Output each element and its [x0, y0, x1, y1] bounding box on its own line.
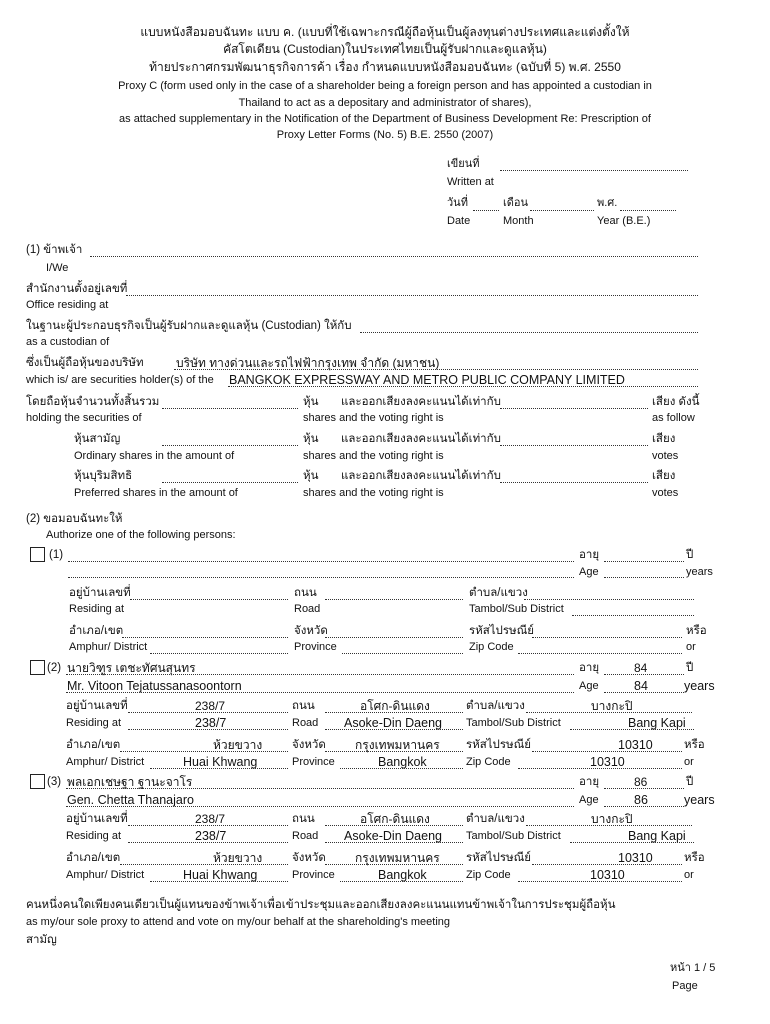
proxy-3-tambol-th-line: [526, 825, 692, 826]
proxy-2-year-label-en: years: [684, 679, 715, 693]
year-label-en: Year (B.E.): [597, 215, 651, 227]
proxy-1-or-label-th: หรือ: [686, 625, 707, 637]
ordinary-unit-en: shares and the voting right is: [303, 450, 444, 462]
proxy-2-zip-th: 10310: [618, 738, 653, 752]
proxy-3-age-label-th: อายุ: [579, 776, 600, 788]
proxy-1-residing-label-en: Residing at: [69, 603, 125, 615]
preferred-votes-field[interactable]: [500, 482, 648, 483]
total-shares-label-en: holding the securities of: [26, 412, 142, 424]
proxy-3-tambol-en-line: [570, 842, 694, 843]
authorize-label-en: Authorize one of the following persons:: [46, 529, 236, 541]
proxy-1-age-en-field[interactable]: [604, 577, 684, 578]
ordinary-unit-th: หุ้น: [303, 433, 319, 445]
proxy-2-or-label-th: หรือ: [684, 739, 705, 751]
proxy-2-zip-th-line: [532, 751, 682, 752]
title-english-line-3: as attached supplementary in the Notification of the Department of Business Development Re: Prescription of: [119, 113, 651, 125]
proxy-2-province-en-line: [340, 768, 463, 769]
proxy-3-zip-en: 10310: [590, 868, 625, 882]
date-label-en: Date: [447, 215, 471, 227]
proxy-2-name-th-line: [66, 674, 574, 675]
proxy-2-or-label-en: or: [684, 756, 694, 768]
proxy-1-province-field[interactable]: [325, 637, 463, 638]
proxy-3-name-en-line: [66, 806, 574, 807]
proxy-2-year-label-th: ปี: [686, 662, 694, 674]
proxy-3-amphur-en: Huai Khwang: [183, 868, 258, 882]
office-field[interactable]: [126, 295, 698, 296]
proxy-3-amphur-th: ห้วยขวาง: [213, 851, 263, 865]
total-shares-field[interactable]: [162, 408, 298, 409]
proxy-2-age-th: 84: [634, 661, 648, 675]
proxy-2-province-label-en: Province: [292, 756, 335, 768]
title-thai-line-2: คัสโตเดียน (Custodian)ในประเทศไทยเป็นผู้รับฝากและดูแลหุ้น): [223, 42, 547, 56]
authorize-label-th: (2) ขอมอบฉันทะให้: [26, 513, 123, 525]
page-label-en: Page: [672, 980, 698, 992]
company-underline-en: [228, 386, 698, 387]
proxy-2-residing-th-line: [128, 712, 288, 713]
ordinary-vote-label-th: และออกเสียงลงคะแนนได้เท่ากับ: [341, 433, 501, 445]
proxy-2-amphur-label-en: Amphur/ District: [66, 756, 145, 768]
proxy-2-residing-en-line: [128, 729, 288, 730]
proxy-3-number: (3): [47, 776, 62, 788]
office-label-en: Office residing at: [26, 299, 109, 311]
custodian-label-th: ในฐานะผู้ประกอบธุรกิจเป็นผู้รับฝากและดูแลหุ้น (Custodian) ให้กับ: [26, 320, 352, 332]
proxy-2-zip-label-th: รหัสไปรษณีย์: [466, 739, 532, 751]
date-label-th: วันที่: [447, 197, 468, 209]
proxy-2-age-en: 84: [634, 679, 648, 693]
proxy-2-age-en-line: [604, 692, 684, 693]
proxy-3-zip-th-line: [532, 864, 682, 865]
date-field[interactable]: [473, 210, 499, 211]
total-votes-label-en: as follow: [652, 412, 695, 424]
preferred-vote-label-th: และออกเสียงลงคะแนนได้เท่ากับ: [341, 470, 501, 482]
proxy-3-province-en: Bangkok: [378, 868, 427, 882]
proxy-1-age-label-en: Age: [579, 566, 599, 578]
year-label-th: พ.ศ.: [597, 197, 618, 209]
company-name-en: BANGKOK EXPRESSWAY AND METRO PUBLIC COMPANY LIMITED: [229, 373, 625, 387]
proxy-3-road-en-line: [325, 842, 463, 843]
proxy-1-age-label-th: อายุ: [579, 549, 600, 561]
proxy-1-amphur-en-field[interactable]: [150, 653, 288, 654]
proxy-1-residing-label-th: อยู่บ้านเลขที่: [69, 587, 131, 599]
proxy-3-age-th: 86: [634, 775, 648, 789]
proxy-1-province-en-field[interactable]: [342, 653, 463, 654]
proxy-1-name-en-field[interactable]: [68, 577, 574, 578]
total-votes-label-th: เสียง ดังนี้: [652, 396, 700, 408]
meeting-type-th: สามัญ: [26, 934, 57, 946]
proxy-3-province-label-th: จังหวัด: [292, 852, 326, 864]
month-label-en: Month: [503, 215, 534, 227]
ordinary-label-en: Ordinary shares in the amount of: [74, 450, 235, 462]
proxy-3-tambol-label-en: Tambol/Sub District: [466, 830, 561, 842]
proxy-2-residing-en: 238/7: [195, 716, 227, 730]
written-at-label-th: เขียนที่: [447, 158, 480, 170]
proxy-2-tambol-en: Bang Kapi: [628, 716, 686, 730]
proxy-3-tambol-en: Bang Kapi: [628, 829, 686, 843]
proxy-2-road-en-line: [325, 729, 463, 730]
page-number-th: หน้า 1 / 5: [670, 962, 716, 974]
proxy-1-zip-en-field[interactable]: [518, 653, 682, 654]
proxy-2-province-th-line: [325, 751, 463, 752]
preferred-votes-label-th: เสียง: [652, 470, 676, 482]
proxy-1-zip-field[interactable]: [532, 637, 682, 638]
proxy-3-age-en: 86: [634, 793, 648, 807]
ordinary-votes-label-en: votes: [652, 450, 679, 462]
proxy-3-amphur-label-th: อำเภอ/เขต: [66, 852, 121, 864]
proxy-3-age-label-en: Age: [579, 794, 599, 806]
title-english-line-1: Proxy C (form used only in the case of a shareholder being a foreign person and has appointed a custodian in: [118, 80, 652, 92]
month-label-th: เดือน: [503, 197, 529, 209]
proxy-2-name-th: นายวิฑูร เตชะทัศนสุนทร: [67, 661, 196, 675]
title-thai-line-1: แบบหนังสือมอบฉันทะ แบบ ค. (แบบที่ใช้เฉพาะกรณีผู้ถือหุ้นเป็นผู้ลงทุนต่างประเทศและแต่งตั้งให้: [140, 25, 630, 39]
proxy-2-road-th-line: [325, 712, 463, 713]
proxy-3-or-label-en: or: [684, 869, 694, 881]
proxy-2-road-label-en: Road: [292, 717, 319, 729]
proxy-2-amphur-en: Huai Khwang: [183, 755, 258, 769]
proxy-3-year-label-th: ปี: [686, 776, 694, 788]
preferred-votes-label-en: votes: [652, 487, 679, 499]
proxy-2-province-th: กรุงเทพมหานคร: [355, 738, 440, 752]
proxy-1-road-field[interactable]: [325, 599, 463, 600]
proxy-1-residing-field[interactable]: [130, 599, 288, 600]
company-name-th: บริษัท ทางด่วนและรถไฟฟ้ากรุงเทพ จำกัด (มหาชน): [176, 356, 440, 370]
title-english-line-4: Proxy Letter Forms (No. 5) B.E. 2550 (2007): [276, 129, 494, 141]
proxy-1-year-label-th: ปี: [686, 549, 694, 561]
proxy-3-tambol-th: บางกะปิ: [591, 812, 633, 826]
preferred-unit-en: shares and the voting right is: [303, 487, 444, 499]
i-we-label-th: (1) ข้าพเจ้า: [26, 244, 83, 256]
company-underline-th: [174, 369, 698, 370]
office-label-th: สำนักงานตั้งอยู่เลขที่: [26, 283, 128, 295]
sole-proxy-text-th: คนหนึ่งคนใดเพียงคนเดียวเป็นผู้แทนของข้าพเจ้าเพื่อเข้าประชุมและออกเสียงลงคะแนนแทนข้าพเจ้าในการประชุมผู้ถือหุ้น: [26, 899, 616, 911]
written-at-field[interactable]: [500, 170, 688, 171]
proxy-3-name-en: Gen. Chetta Thanajaro: [67, 793, 194, 807]
proxy-3-road-th-line: [325, 825, 463, 826]
year-field[interactable]: [620, 210, 676, 211]
i-we-label-en: I/We: [46, 262, 69, 274]
proxy-3-checkbox[interactable]: [30, 774, 45, 789]
proxy-1-year-label-en: years: [686, 566, 713, 578]
proxy-3-zip-label-th: รหัสไปรษณีย์: [466, 852, 532, 864]
proxy-3-amphur-en-line: [150, 881, 288, 882]
proxy-2-zip-en: 10310: [590, 755, 625, 769]
holder-label-en: which is/ are securities holder(s) of the: [26, 374, 214, 386]
proxy-3-year-label-en: years: [684, 793, 715, 807]
proxy-2-residing-th: 238/7: [195, 699, 226, 713]
proxy-3-province-en-line: [340, 881, 463, 882]
i-we-field[interactable]: [90, 256, 698, 257]
proxy-3-residing-label-en: Residing at: [66, 830, 122, 842]
proxy-2-tambol-en-line: [570, 729, 694, 730]
ordinary-votes-field[interactable]: [500, 445, 648, 446]
proxy-3-residing-en-line: [128, 842, 288, 843]
proxy-3-amphur-th-line: [120, 864, 288, 865]
written-at-label-en: Written at: [447, 176, 494, 188]
proxy-2-checkbox[interactable]: [30, 660, 45, 675]
proxy-1-tambol-field[interactable]: [524, 599, 694, 600]
proxy-2-tambol-label-th: ตำบล/แขวง: [466, 700, 525, 712]
proxy-2-age-label-th: อายุ: [579, 662, 600, 674]
proxy-2-road-en: Asoke-Din Daeng: [344, 716, 442, 730]
proxy-1-name-th-field[interactable]: [68, 561, 574, 562]
proxy-2-amphur-th-line: [120, 751, 288, 752]
proxy-3-province-label-en: Province: [292, 869, 335, 881]
proxy-1-tambol-label-th: ตำบล/แขวง: [469, 587, 528, 599]
custodian-field[interactable]: [360, 332, 698, 333]
proxy-3-zip-th: 10310: [618, 851, 653, 865]
proxy-2-age-label-en: Age: [579, 680, 599, 692]
proxy-2-tambol-label-en: Tambol/Sub District: [466, 717, 561, 729]
proxy-2-name-en: Mr. Vitoon Tejatussanasoontorn: [67, 679, 242, 693]
proxy-2-province-label-th: จังหวัด: [292, 739, 326, 751]
proxy-2-zip-en-line: [518, 768, 682, 769]
preferred-unit-th: หุ้น: [303, 470, 319, 482]
proxy-2-amphur-en-line: [150, 768, 288, 769]
proxy-3-residing-th-line: [128, 825, 288, 826]
proxy-3-road-th: อโศก-ดินแดง: [360, 812, 430, 826]
proxy-1-road-label-th: ถนน: [294, 587, 317, 599]
proxy-1-zip-label-th: รหัสไปรษณีย์: [469, 625, 535, 637]
proxy-3-province-th-line: [325, 864, 463, 865]
title-thai-line-3: ท้ายประกาศกรมพัฒนาธุรกิจการค้า เรื่อง กำหนดแบบหนังสือมอบฉันทะ (ฉบับที่ 5) พ.ศ. 2550: [149, 60, 621, 74]
sole-proxy-text-en: as my/our sole proxy to attend and vote on my/our behalf at the shareholding's meeting: [26, 916, 451, 928]
preferred-label-en: Preferred shares in the amount of: [74, 487, 238, 499]
proxy-2-amphur-label-th: อำเภอ/เขต: [66, 739, 121, 751]
proxy-3-zip-label-en: Zip Code: [466, 869, 511, 881]
proxy-1-number: (1): [49, 549, 64, 561]
proxy-3-or-label-th: หรือ: [684, 852, 705, 864]
ordinary-shares-field[interactable]: [162, 445, 298, 446]
proxy-1-province-label-en: Province: [294, 641, 337, 653]
proxy-2-amphur-th: ห้วยขวาง: [213, 738, 263, 752]
proxy-3-residing-th: 238/7: [195, 812, 226, 826]
proxy-1-checkbox[interactable]: [30, 547, 45, 562]
proxy-1-province-label-th: จังหวัด: [294, 625, 328, 637]
proxy-3-age-en-line: [604, 806, 684, 807]
month-field[interactable]: [530, 210, 594, 211]
proxy-1-road-label-en: Road: [294, 603, 321, 615]
proxy-1-age-th-field[interactable]: [604, 561, 684, 562]
proxy-3-residing-label-th: อยู่บ้านเลขที่: [66, 813, 128, 825]
proxy-3-amphur-label-en: Amphur/ District: [66, 869, 145, 881]
proxy-2-name-en-line: [66, 692, 574, 693]
proxy-1-amphur-field[interactable]: [122, 637, 288, 638]
proxy-2-tambol-th-line: [526, 712, 692, 713]
proxy-2-number: (2): [47, 662, 62, 674]
total-votes-field[interactable]: [500, 408, 648, 409]
total-unit-th: หุ้น: [303, 396, 319, 408]
proxy-1-or-label-en: or: [686, 641, 696, 653]
proxy-3-road-label-th: ถนน: [292, 813, 315, 825]
proxy-3-age-th-line: [604, 788, 684, 789]
proxy-3-name-th-line: [66, 788, 574, 789]
proxy-3-road-label-en: Road: [292, 830, 319, 842]
proxy-3-province-th: กรุงเทพมหานคร: [355, 851, 440, 865]
proxy-2-age-th-line: [604, 674, 684, 675]
proxy-3-zip-en-line: [518, 881, 682, 882]
total-shares-label-th: โดยถือหุ้นจำนวนทั้งสิ้นรวม: [26, 396, 160, 408]
proxy-2-road-label-th: ถนน: [292, 700, 315, 712]
proxy-1-tambol-label-en: Tambol/Sub District: [469, 603, 564, 615]
proxy-2-tambol-th: บางกะปิ: [591, 699, 633, 713]
ordinary-label-th: หุ้นสามัญ: [74, 433, 121, 445]
preferred-label-th: หุ้นบุริมสิทธิ: [74, 470, 133, 482]
proxy-3-tambol-label-th: ตำบล/แขวง: [466, 813, 525, 825]
proxy-2-road-th: อโศก-ดินแดง: [360, 699, 430, 713]
proxy-2-residing-label-th: อยู่บ้านเลขที่: [66, 700, 128, 712]
total-unit-en: shares and the voting right is: [303, 412, 444, 424]
proxy-1-amphur-label-en: Amphur/ District: [69, 641, 148, 653]
proxy-1-amphur-label-th: อำเภอ/เขต: [69, 625, 124, 637]
preferred-shares-field[interactable]: [162, 482, 298, 483]
proxy-2-province-en: Bangkok: [378, 755, 427, 769]
proxy-3-name-th: พลเอกเชษฐา ฐานะจาโร: [67, 775, 193, 789]
proxy-1-zip-label-en: Zip Code: [469, 641, 514, 653]
title-english-line-2: Thailand to act as a depositary and administrator of shares),: [238, 97, 532, 109]
proxy-2-residing-label-en: Residing at: [66, 717, 122, 729]
total-vote-label-th: และออกเสียงลงคะแนนได้เท่ากับ: [341, 396, 501, 408]
ordinary-votes-label-th: เสียง: [652, 433, 676, 445]
proxy-3-road-en: Asoke-Din Daeng: [344, 829, 442, 843]
custodian-label-en: as a custodian of: [26, 336, 110, 348]
proxy-1-tambol-en-field[interactable]: [572, 615, 694, 616]
holder-label-th: ซึ่งเป็นผู้ถือหุ้นของบริษัท: [26, 357, 144, 369]
proxy-2-zip-label-en: Zip Code: [466, 756, 511, 768]
proxy-3-residing-en: 238/7: [195, 829, 227, 843]
